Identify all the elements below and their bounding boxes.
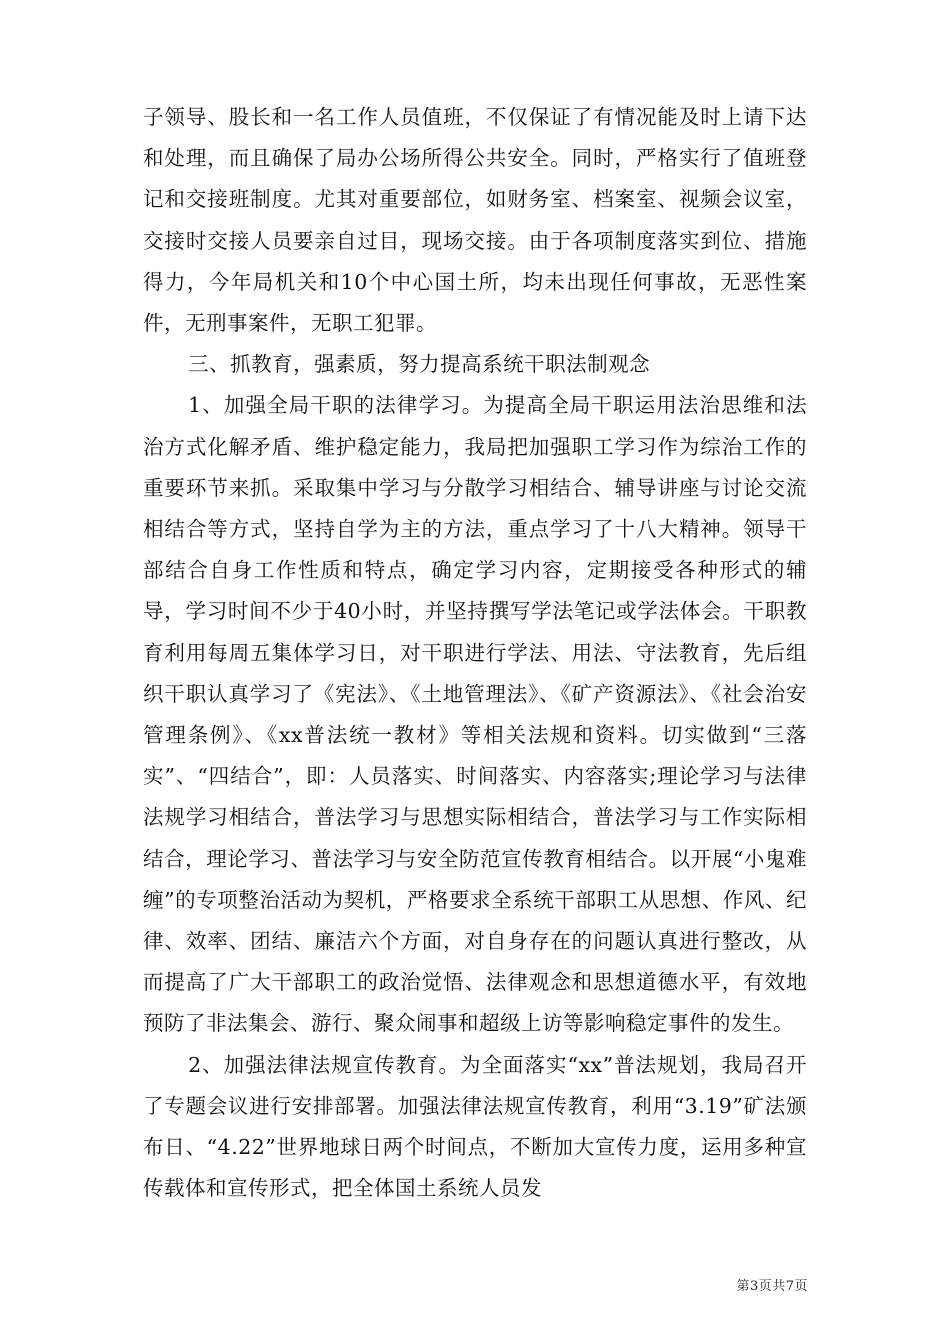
page-number-footer: 第3页共7页: [736, 1279, 808, 1294]
section-heading: 三、抓教育，强素质，努力提高系统干职法制观念: [188, 352, 651, 377]
paragraph-legal-publicity: 2、加强法律法规宣传教育。为全面落实“xx”普法规划，我局召开了专题会议进行安排部署。加强法律法规宣传教育，利用“3.19”矿法颁布日、“4.22”世界地球日两个时间点，不断加大宣传力度，运用多种宣传载体和宣传形式，把全体国土系统人员发: [143, 1052, 807, 1201]
document-body: [143, 97, 807, 1209]
paragraph-legal-study: 1、加强全局干职的法律学习。为提高全局干职运用法治思维和法治方式化解矛盾、维护稳定能力，我局把加强职工学习作为综治工作的重要环节来抓。采取集中学习与分散学习相结合、辅导讲座与讨论交流相结合等方式，坚持自学为主的方法，重点学习了十八大精神。领导干部结合自身工作性质和特点，确定学习内容，定期接受各种形式的辅导，学习时间不少于40小时，并坚持撰写学法笔记或学法体会。干职教育利用每周五集体学习日，对干职进行学法、用法、守法教育，先后组织干职认真学习了《宪法》、《土地管理法》、《矿产资源法》、《社会治安管理条例》、《xx普法统一教材》等相关法规和资料。切实做到“三落实”、“四结合”，即：人员落实、时间落实、内容落实;理论学习与法律法规学习相结合，普法学习与思想实际相结合，普法学习与工作实际相结合，理论学习、普法学习与安全防范宣传教育相结合。以开展“小鬼难缠”的专项整治活动为契机，严格要求全系统干部职工从思想、作风、纪律、效率、团结、廉洁六个方面，对自身存在的问题认真进行整改，从而提高了广大干部职工的政治觉悟、法律观念和思想道德水平，有效地预防了非法集会、游行、聚众闹事和超级上访等影响稳定事件的发生。: [143, 393, 807, 1036]
paragraph-continuation: 子领导、股长和一名工作人员值班，不仅保证了有情况能及时上请下达和处理，而且确保了局办公场所得公共安全。同时，严格实行了值班登记和交接班制度。尤其对重要部位，如财务室、档案室、视频会议室，交接时交接人员要亲自过目，现场交接。由于各项制度落实到位、措施得力，今年局机关和10个中心国土所，均未出现任何事故，无恶性案件，无刑事案件，无职工犯罪。: [143, 105, 807, 336]
